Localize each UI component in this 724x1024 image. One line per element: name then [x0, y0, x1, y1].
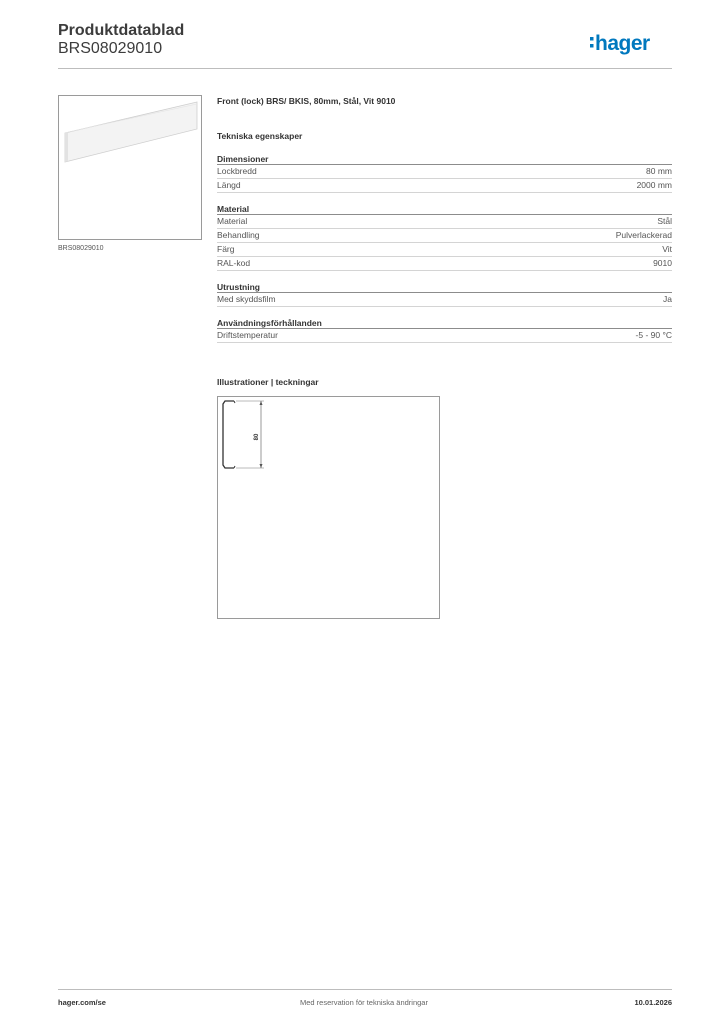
spec-panel	[217, 96, 672, 343]
spec-label: Material	[217, 216, 248, 226]
spec-value: 9010	[653, 258, 672, 268]
spec-row	[217, 165, 672, 179]
footer-divider	[58, 989, 672, 990]
header-divider	[58, 68, 672, 69]
spec-row	[217, 215, 672, 229]
logo-text: hager	[595, 32, 650, 55]
spec-label: Längd	[217, 180, 241, 190]
product-image	[58, 95, 202, 240]
spec-label: Färg	[217, 244, 235, 254]
spec-group-anvandning	[217, 317, 672, 343]
spec-row	[217, 329, 672, 343]
spec-group-title: Användningsförhållanden	[217, 317, 672, 329]
hager-logo	[590, 29, 680, 59]
spec-row	[217, 179, 672, 193]
product-name: Front (lock) BRS/ BKIS, 80mm, Stål, Vit 9010	[217, 96, 396, 106]
spec-row	[217, 243, 672, 257]
spec-row	[217, 293, 672, 307]
spec-value: Pulverlackerad	[615, 230, 672, 240]
spec-group-title: Material	[217, 203, 672, 215]
spec-label: Med skyddsfilm	[217, 294, 276, 304]
spec-group-utrustning	[217, 281, 672, 307]
footer-date: 10.01.2026	[634, 998, 672, 1007]
spec-value: 80 mm	[646, 166, 672, 176]
illustrations-heading: Illustrationer | teckningar	[217, 377, 319, 387]
spec-label: Behandling	[217, 230, 260, 240]
spec-value: Ja	[663, 294, 672, 304]
spec-label: Lockbredd	[217, 166, 257, 176]
spec-row	[217, 229, 672, 243]
spec-group-title: Dimensioner	[217, 153, 672, 165]
spec-group-title: Utrustning	[217, 281, 672, 293]
spec-value: Stål	[657, 216, 672, 226]
spec-label: Driftstemperatur	[217, 330, 278, 340]
spec-value: Vit	[662, 244, 672, 254]
footer-disclaimer: Med reservation för tekniska ändringar	[300, 998, 428, 1007]
spec-value: -5 - 90 °C	[635, 330, 672, 340]
product-code: BRS08029010	[58, 40, 163, 57]
footer-website: hager.com/se	[58, 998, 106, 1007]
dimension-label: 80	[254, 433, 260, 441]
spec-group-dimensioner	[217, 153, 672, 193]
page-title: Produktdatablad	[58, 22, 185, 39]
spec-group-material	[217, 203, 672, 271]
spec-label: RAL-kod	[217, 258, 251, 268]
spec-value: 2000 mm	[636, 180, 672, 190]
spec-row	[217, 257, 672, 271]
image-caption: BRS08029010	[58, 245, 104, 252]
technical-drawing	[217, 396, 440, 619]
spec-heading: Tekniska egenskaper	[217, 131, 303, 141]
